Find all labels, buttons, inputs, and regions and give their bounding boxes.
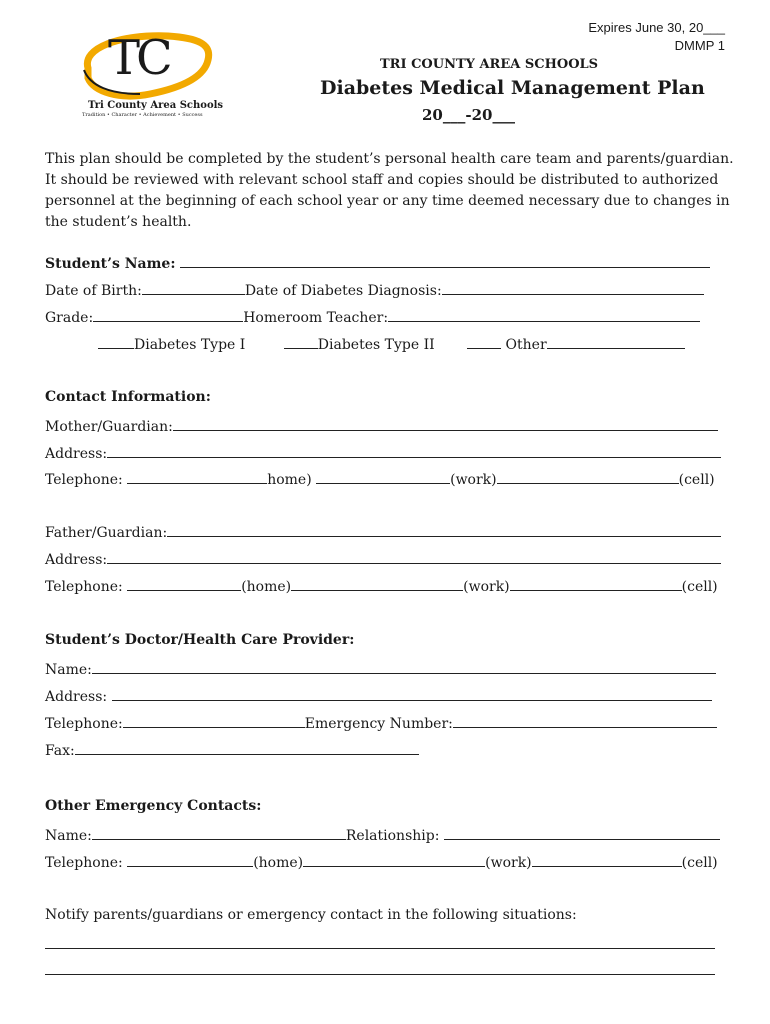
logo-letters: TC bbox=[108, 30, 169, 86]
teacher-label: Homeroom Teacher: bbox=[243, 310, 389, 326]
doctor-emergency-field[interactable] bbox=[453, 714, 717, 728]
doctor-phone-label: Telephone: bbox=[45, 716, 123, 732]
form-code: DMMP 1 bbox=[674, 38, 725, 53]
mother-work-field[interactable] bbox=[316, 470, 450, 484]
father-work-field[interactable] bbox=[291, 577, 463, 591]
emergency-phone-row bbox=[45, 853, 718, 872]
emergency-relationship-label: Relationship: bbox=[345, 828, 440, 844]
mother-work-label: (work) bbox=[450, 472, 497, 488]
father-home-label: (home) bbox=[241, 579, 292, 595]
type1-label: Diabetes Type I bbox=[134, 337, 246, 353]
mother-home-field[interactable] bbox=[127, 470, 267, 484]
diabetes-type-row bbox=[98, 335, 685, 354]
father-address-field[interactable] bbox=[107, 550, 721, 564]
emergency-home-field[interactable] bbox=[127, 853, 253, 867]
dob-label: Date of Birth: bbox=[45, 283, 142, 299]
other-field[interactable] bbox=[547, 335, 685, 349]
mother-cell-label: (cell) bbox=[678, 472, 715, 488]
emergency-work-field[interactable] bbox=[303, 853, 485, 867]
dob-row bbox=[45, 281, 704, 300]
emergency-cell-field[interactable] bbox=[532, 853, 682, 867]
doctor-phone-field[interactable] bbox=[123, 714, 305, 728]
mother-phone-label: Telephone: bbox=[45, 472, 123, 488]
mother-address-row bbox=[45, 444, 721, 463]
grade-label: Grade: bbox=[45, 310, 94, 326]
type2-checkbox[interactable] bbox=[284, 335, 318, 349]
mother-label: Mother/Guardian: bbox=[45, 419, 173, 435]
mother-cell-field[interactable] bbox=[497, 470, 679, 484]
intro-paragraph: This plan should be completed by the student’s personal health care team and parents/guardian. It should be reviewed with relevant school staff and copies should be distributed to authorized personnel at the beginning of each school year or any time deemed necessary due to changes in the student’s health. bbox=[45, 151, 734, 230]
logo-school-name: Tri County Area Schools bbox=[88, 100, 224, 111]
emergency-work-label: (work) bbox=[485, 855, 532, 871]
father-field[interactable] bbox=[167, 523, 721, 537]
doctor-fax-label: Fax: bbox=[45, 743, 75, 759]
doctor-fax-field[interactable] bbox=[75, 741, 419, 755]
diagnosis-field[interactable] bbox=[442, 281, 704, 295]
grade-field[interactable] bbox=[93, 308, 243, 322]
emergency-relationship-field[interactable] bbox=[444, 826, 720, 840]
other-checkbox[interactable] bbox=[467, 335, 501, 349]
mother-address-field[interactable] bbox=[107, 444, 721, 458]
mother-row bbox=[45, 417, 718, 436]
mother-field[interactable] bbox=[173, 417, 718, 431]
school-years: 20___-20___ bbox=[422, 106, 515, 124]
emergency-name-label: Name: bbox=[45, 828, 92, 844]
doctor-address-field[interactable] bbox=[112, 687, 712, 701]
emergency-heading: Other Emergency Contacts: bbox=[45, 798, 262, 814]
father-cell-label: (cell) bbox=[681, 579, 718, 595]
doctor-phone-row bbox=[45, 714, 717, 733]
type1-checkbox[interactable] bbox=[98, 335, 134, 349]
emergency-name-field[interactable] bbox=[92, 826, 346, 840]
doctor-emergency-label: Emergency Number: bbox=[304, 716, 453, 732]
father-address-label: Address: bbox=[45, 552, 108, 568]
mother-address-label: Address: bbox=[45, 446, 108, 462]
father-phone-label: Telephone: bbox=[45, 579, 123, 595]
father-address-row bbox=[45, 550, 721, 569]
father-work-label: (work) bbox=[463, 579, 510, 595]
father-phone-row bbox=[45, 577, 718, 596]
expires-text: Expires June 30, 20___ bbox=[588, 20, 725, 35]
emergency-phone-label: Telephone: bbox=[45, 855, 123, 871]
mother-phone-row bbox=[45, 470, 715, 489]
doctor-name-field[interactable] bbox=[92, 660, 716, 674]
doctor-fax-row bbox=[45, 741, 419, 760]
other-label: Other bbox=[505, 337, 547, 353]
doctor-heading: Student’s Doctor/Health Care Provider: bbox=[45, 632, 355, 648]
father-label: Father/Guardian: bbox=[45, 525, 168, 541]
school-logo bbox=[80, 30, 224, 126]
student-name-row bbox=[45, 254, 710, 273]
father-cell-field[interactable] bbox=[510, 577, 682, 591]
mother-home-label: home) bbox=[267, 472, 312, 488]
type2-label: Diabetes Type II bbox=[317, 337, 435, 353]
student-name-field[interactable] bbox=[180, 254, 710, 268]
diagnosis-label: Date of Diabetes Diagnosis: bbox=[244, 283, 442, 299]
page-title: Diabetes Medical Management Plan bbox=[320, 77, 705, 99]
student-name-label: Student’s Name: bbox=[45, 256, 176, 272]
doctor-name-label: Name: bbox=[45, 662, 92, 678]
notify-line-1[interactable] bbox=[45, 948, 715, 949]
father-row bbox=[45, 523, 721, 542]
logo-tagline: Tradition • Character • Achievement • Success bbox=[82, 112, 203, 118]
district-name: TRI COUNTY AREA SCHOOLS bbox=[380, 57, 599, 72]
emergency-cell-label: (cell) bbox=[681, 855, 718, 871]
father-home-field[interactable] bbox=[127, 577, 241, 591]
notify-label: Notify parents/guardians or emergency contact in the following situations: bbox=[45, 907, 577, 923]
notify-line-2[interactable] bbox=[45, 974, 715, 975]
contact-heading: Contact Information: bbox=[45, 389, 211, 405]
doctor-address-row bbox=[45, 687, 712, 706]
grade-row bbox=[45, 308, 700, 327]
teacher-field[interactable] bbox=[388, 308, 700, 322]
dob-field[interactable] bbox=[142, 281, 245, 295]
emergency-name-row bbox=[45, 826, 720, 845]
emergency-home-label: (home) bbox=[253, 855, 304, 871]
doctor-name-row bbox=[45, 660, 716, 679]
doctor-address-label: Address: bbox=[45, 689, 108, 705]
